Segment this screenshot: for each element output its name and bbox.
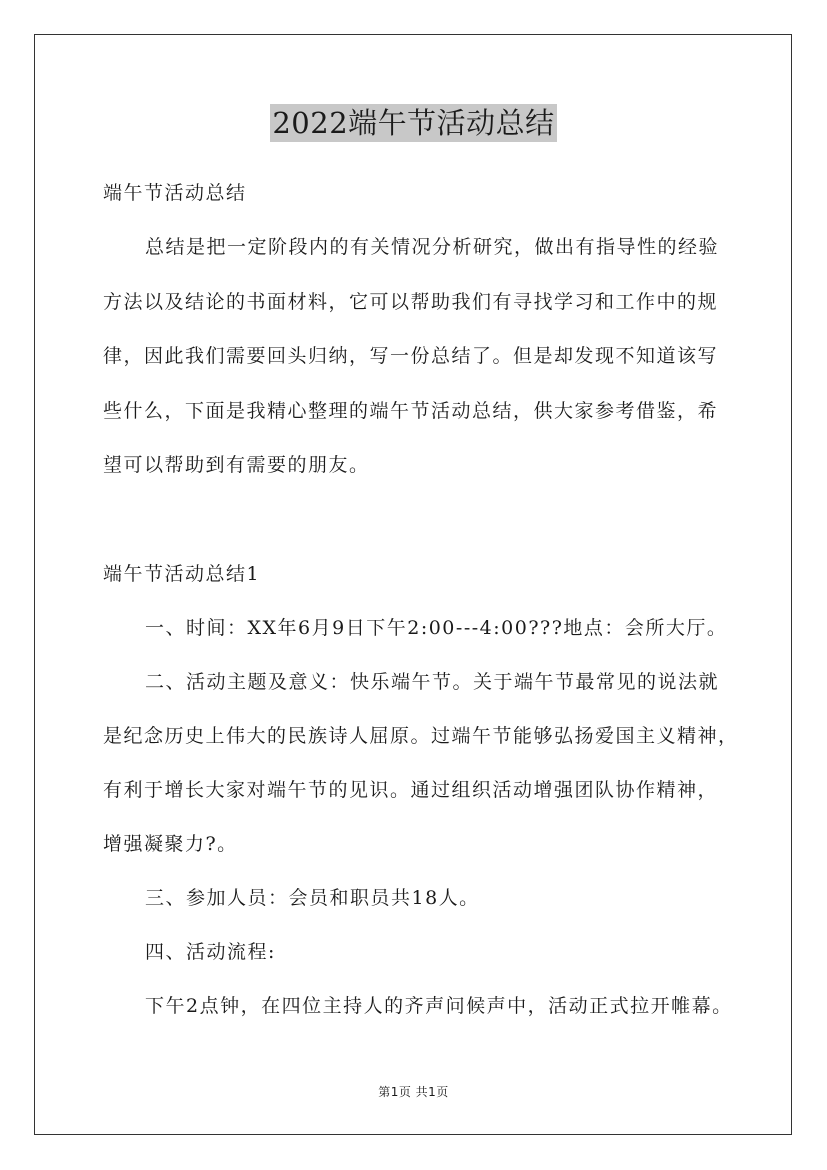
paragraph-line: 四、活动流程: bbox=[145, 941, 276, 963]
paragraph-line: 是纪念历史上伟大的民族诗人屈原。过端午节能够弘扬爱国主义精神， bbox=[103, 725, 739, 747]
paragraph-line: 律，因此我们需要回头归纳，写一份总结了。但是却发现不知道该写 bbox=[103, 345, 719, 367]
section-heading: 端午节活动总结1 bbox=[103, 563, 261, 585]
paragraph-line: 三、参加人员：会员和职员共18人。 bbox=[145, 887, 480, 909]
document-title bbox=[0, 104, 827, 142]
paragraph-line: 二、活动主题及意义：快乐端午节。关于端午节最常见的说法就 bbox=[145, 671, 720, 693]
intro-heading: 端午节活动总结 bbox=[103, 182, 247, 204]
paragraph-line: 一、时间：XX年6月9日下午2:00---4:00???地点：会所大厅。 bbox=[145, 617, 728, 639]
paragraph-line: 总结是把一定阶段内的有关情况分析研究，做出有指导性的经验 bbox=[145, 236, 720, 258]
paragraph-line: 些什么，下面是我精心整理的端午节活动总结，供大家参考借鉴，希 bbox=[103, 400, 719, 422]
paragraph-line: 增强凝聚力?。 bbox=[103, 833, 238, 855]
paragraph-line: 有利于增长大家对端午节的见识。通过组织活动增强团队协作精神， bbox=[103, 779, 719, 801]
paragraph-line: 方法以及结论的书面材料，它可以帮助我们有寻找学习和工作中的规 bbox=[103, 291, 719, 313]
paragraph-line: 下午2点钟，在四位主持人的齐声问候声中，活动正式拉开帷幕。 bbox=[145, 995, 733, 1017]
page-number-footer: 第1页 共1页 bbox=[378, 1085, 449, 1099]
title-text: 2022端午节活动总结 bbox=[272, 106, 555, 140]
paragraph-line: 望可以帮助到有需要的朋友。 bbox=[103, 454, 370, 476]
